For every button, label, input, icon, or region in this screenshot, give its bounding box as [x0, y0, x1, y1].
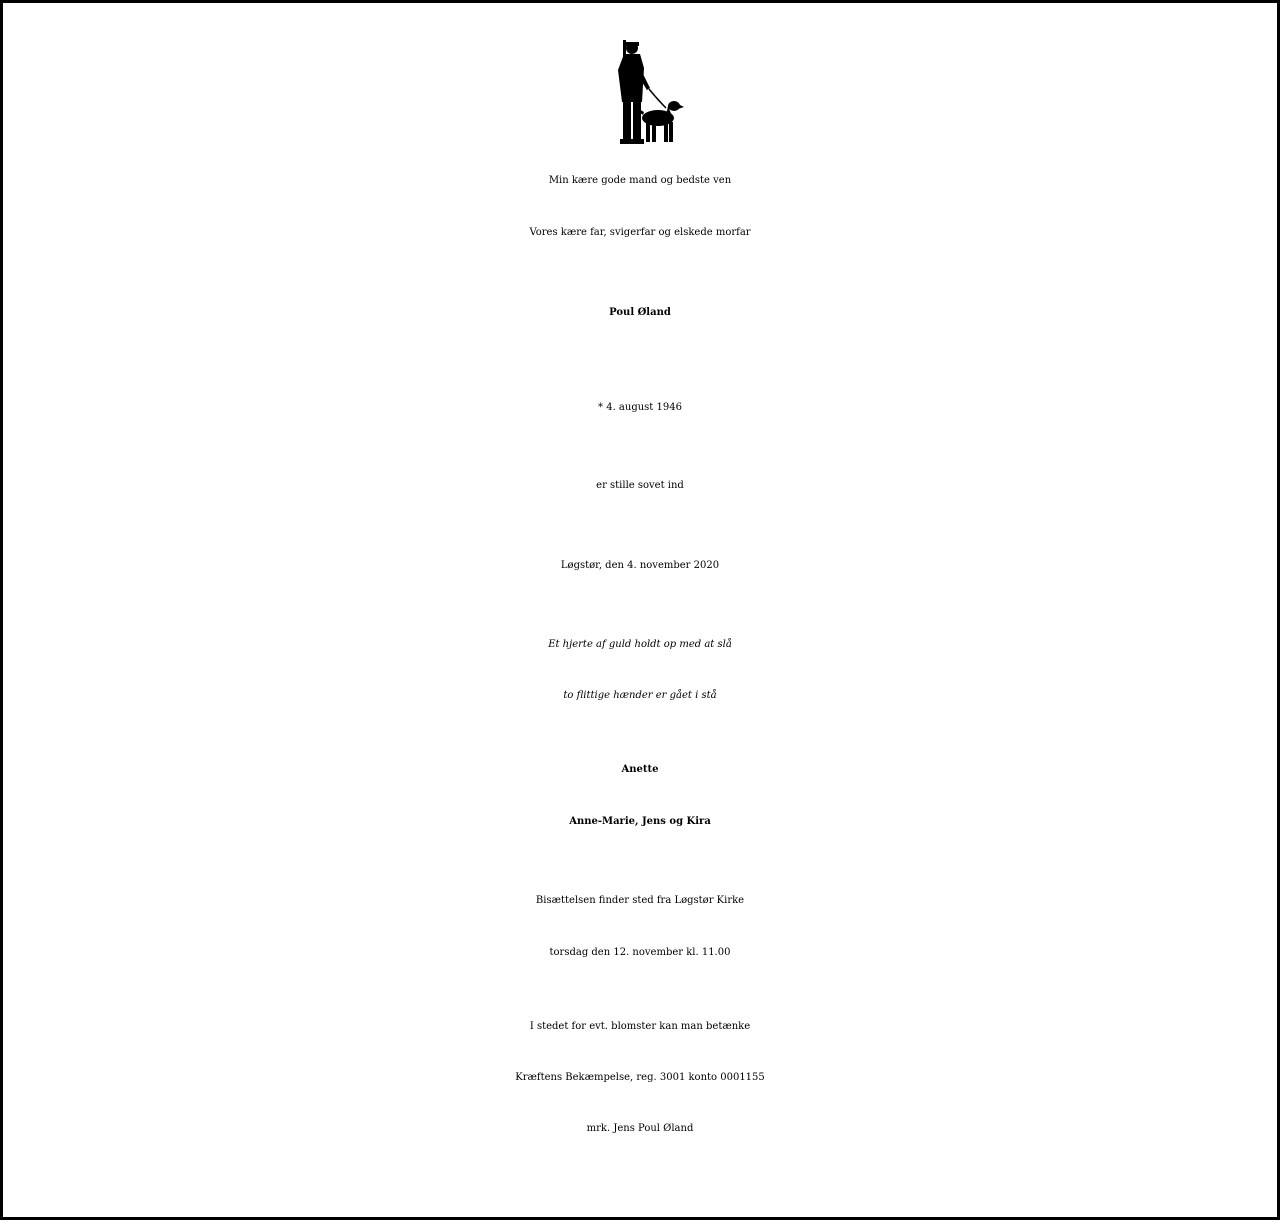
funeral-line-2: torsdag den 12. november kl. 11.00 [549, 947, 731, 958]
verse-line-1: Et hjerte af guld holdt op med at slå [548, 639, 732, 650]
hunter-with-dog-icon [606, 38, 684, 146]
donation-line-2: Kræftens Bekæmpelse, reg. 3001 konto 0001155 [515, 1072, 765, 1083]
passing-text: er stille sovet ind [596, 480, 684, 491]
donation-line-1: I stedet for evt. blomster kan man betænke [529, 1021, 751, 1032]
family-line-2: Anne-Marie, Jens og Kira [569, 816, 711, 827]
donation-line-3: mrk. Jens Poul Øland [586, 1123, 694, 1134]
verse-line-2: to flittige hænder er gået i stå [563, 690, 717, 701]
family-line-1: Anette [621, 764, 659, 775]
funeral-line-1: Bisættelsen finder sted fra Løgstør Kirke [535, 895, 745, 906]
birth-date: * 4. august 1946 [598, 402, 682, 413]
intro-line-1: Min kære gode mand og bedste ven [548, 175, 732, 186]
deceased-name: Poul Øland [609, 307, 671, 318]
intro-line-2: Vores kære far, svigerfar og elskede morfar [529, 227, 751, 238]
place-date: Løgstør, den 4. november 2020 [560, 560, 720, 571]
